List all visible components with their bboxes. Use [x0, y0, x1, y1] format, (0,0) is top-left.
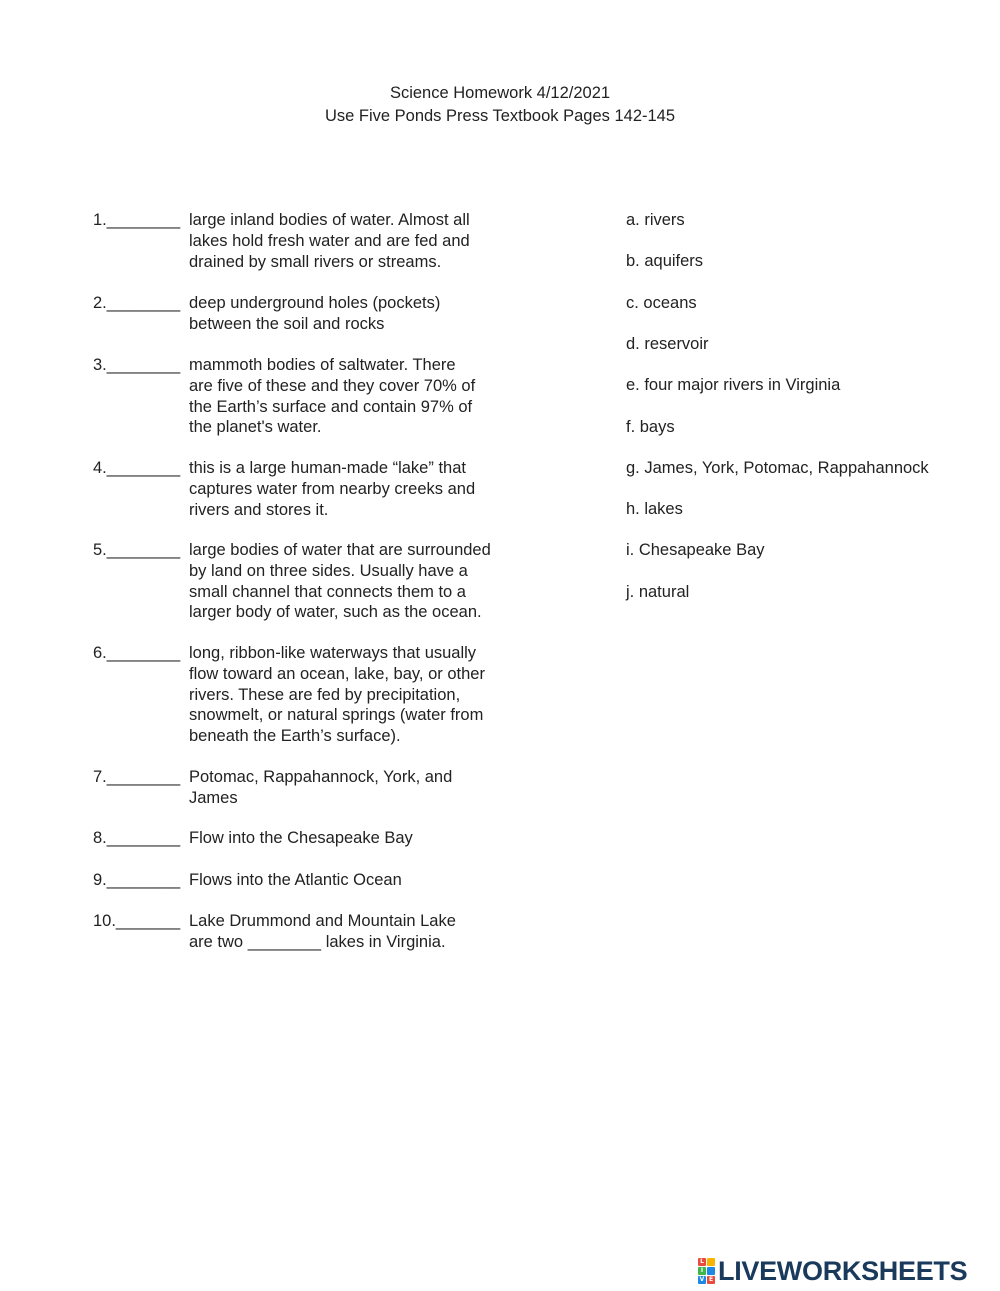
question-2 [93, 293, 563, 335]
answer-blank[interactable]: 6.________ [93, 644, 181, 662]
choice-i: i. Chesapeake Bay [626, 541, 765, 559]
choice-h: h. lakes [626, 500, 683, 518]
question-10 [93, 911, 563, 953]
question-8 [93, 828, 563, 849]
answer-blank[interactable]: 4.________ [93, 459, 181, 477]
question-1 [93, 210, 563, 272]
choice-b: b. aquifers [626, 252, 704, 270]
worksheet-subtitle: Use Five Ponds Press Textbook Pages 142-145 [324, 107, 676, 125]
answer-blank[interactable]: 7.________ [93, 768, 181, 786]
question-text: Lake Drummond and Mountain Lake are two ________ lakes in Virginia. [189, 912, 456, 951]
liveworksheets-logo [698, 1256, 967, 1286]
answer-blank[interactable]: 8.________ [93, 829, 181, 847]
question-3 [93, 355, 563, 438]
logo-tiles-icon [698, 1258, 715, 1284]
worksheet-header [0, 82, 1000, 128]
answer-blank[interactable]: 3.________ [93, 356, 181, 374]
choice-a: a. rivers [626, 211, 685, 229]
question-6 [93, 643, 563, 747]
logo-wordmark: LIVEWORKSHEETS [718, 1255, 968, 1286]
question-text: long, ribbon-like waterways that usually flow toward an ocean, lake, bay, or other rivers. These are fed by precipitation, snowmelt, or natural springs (water from beneath the Earth’s surface). [189, 644, 485, 746]
question-text: Flow into the Chesapeake Bay [189, 829, 413, 847]
logo-tile [707, 1258, 715, 1266]
logo-tile: E [708, 1276, 714, 1283]
choice-f: f. bays [626, 418, 675, 436]
logo-tile: I [698, 1267, 706, 1275]
choice-j: j. natural [626, 583, 690, 601]
worksheet-title: Science Homework 4/12/2021 [389, 84, 611, 102]
choice-c: c. oceans [626, 294, 697, 312]
question-5 [93, 540, 563, 623]
choice-e: e. four major rivers in Virginia [626, 376, 841, 394]
question-text: Potomac, Rappahannock, York, and James [189, 768, 453, 807]
question-9 [93, 870, 563, 891]
question-text: large bodies of water that are surrounded by land on three sides. Usually have a small channel that connects them to a larger body of water, such as the ocean. [189, 541, 491, 622]
question-4 [93, 458, 563, 520]
question-7 [93, 767, 563, 809]
answer-blank[interactable]: 5.________ [93, 541, 181, 559]
logo-tile [707, 1267, 715, 1275]
answer-blank[interactable]: 9.________ [93, 871, 181, 889]
choice-g: g. James, York, Potomac, Rappahannock [626, 459, 929, 477]
question-text: this is a large human-made “lake” that captures water from nearby creeks and rivers and stores it. [189, 459, 476, 519]
logo-tile: L [698, 1258, 706, 1266]
answer-blank[interactable]: 1.________ [93, 211, 181, 229]
question-text: large inland bodies of water. Almost all lakes hold fresh water and are fed and drained by small rivers or streams. [189, 211, 470, 271]
question-text: mammoth bodies of saltwater. There are five of these and they cover 70% of the Earth’s surface and contain 97% of the planet's water. [189, 356, 476, 437]
logo-tile: V [699, 1276, 705, 1283]
answer-blank[interactable]: 10._______ [93, 912, 181, 930]
question-text: deep underground holes (pockets) between the soil and rocks [189, 294, 441, 333]
choice-d: d. reservoir [626, 335, 709, 353]
question-text: Flows into the Atlantic Ocean [189, 871, 402, 889]
answer-blank[interactable]: 2.________ [93, 294, 181, 312]
